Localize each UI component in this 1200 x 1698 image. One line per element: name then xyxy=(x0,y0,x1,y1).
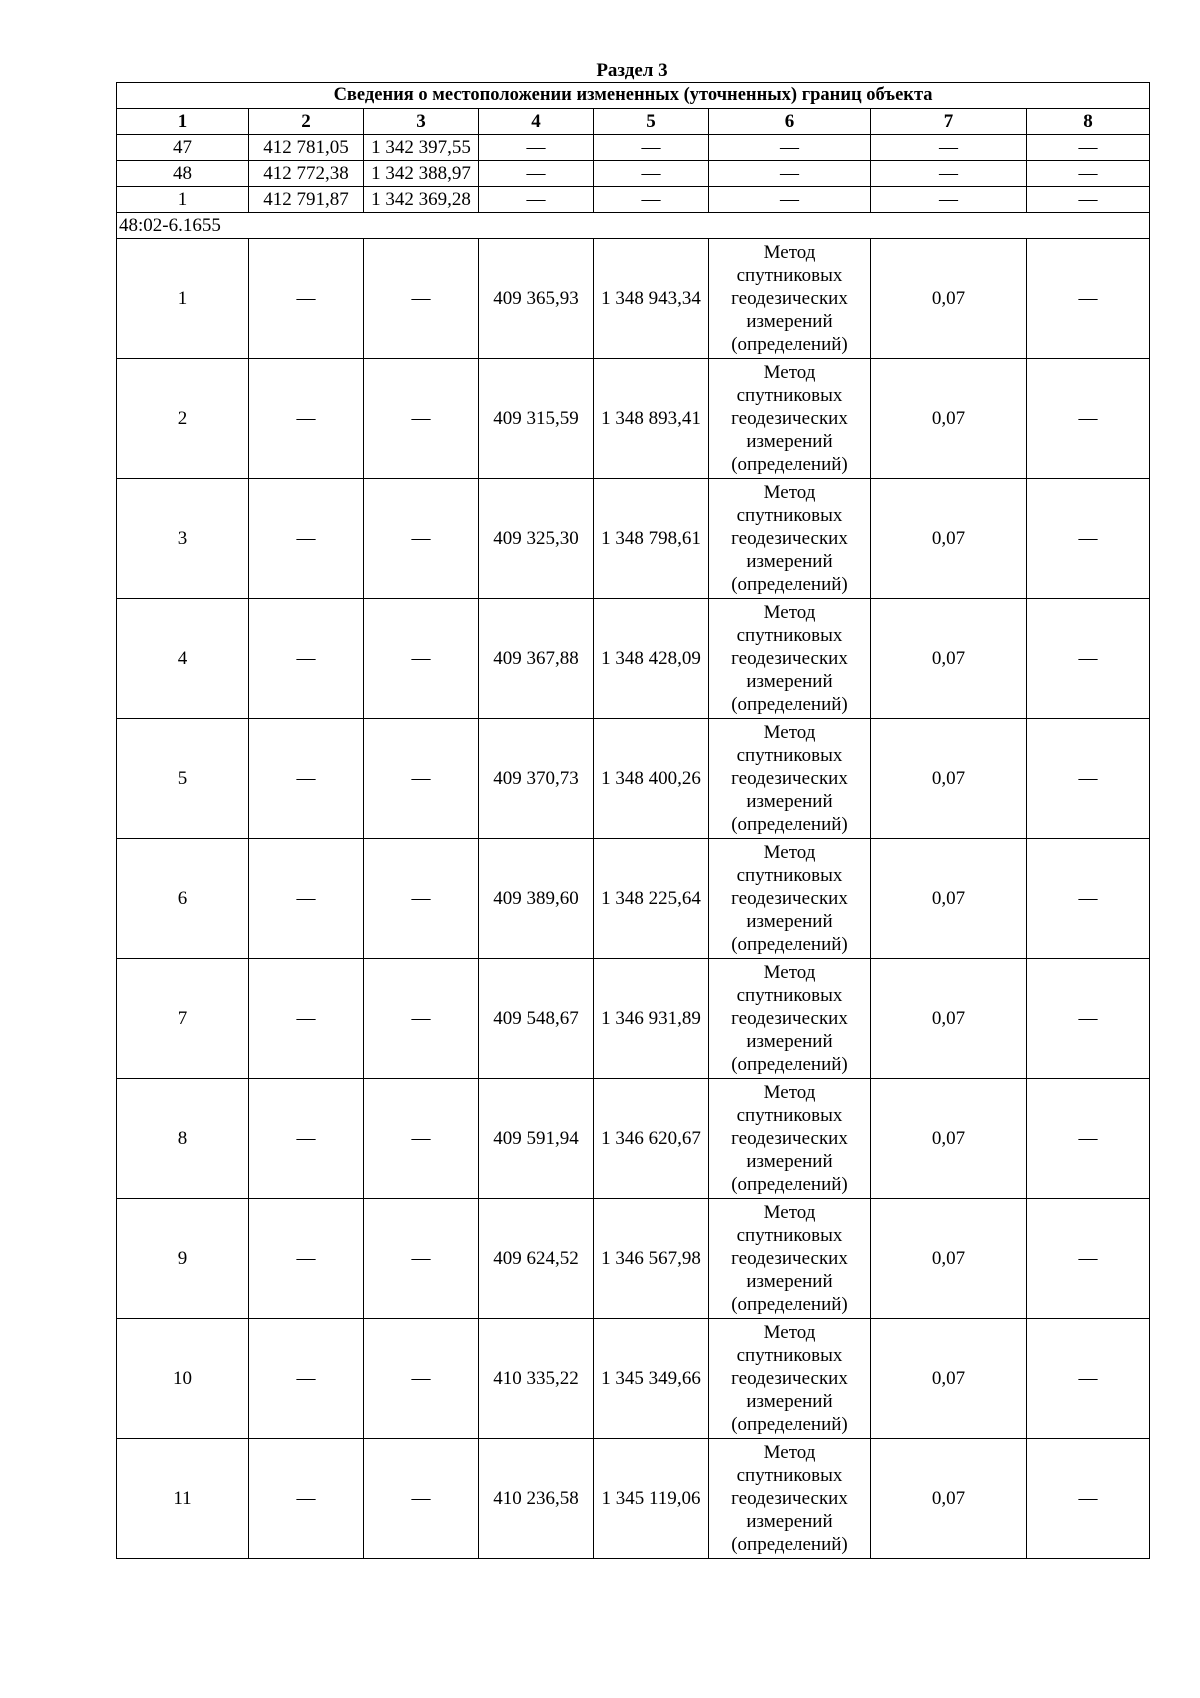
method-line: геодезических xyxy=(731,768,848,789)
method-line: геодезических xyxy=(731,888,848,909)
old-y-cell: — xyxy=(364,959,479,1079)
method-line: геодезических xyxy=(731,408,848,429)
method-line: измерений xyxy=(746,791,833,812)
point-number: 48 xyxy=(117,161,249,187)
new-y-cell: — xyxy=(594,161,709,187)
method-cell xyxy=(709,1439,871,1559)
boundary-table xyxy=(116,82,1150,1559)
accuracy-cell: 0,07 xyxy=(871,1199,1027,1319)
method-cell xyxy=(709,959,871,1079)
column-number: 5 xyxy=(594,109,709,135)
object-id-row xyxy=(117,213,1150,239)
method-cell: — xyxy=(709,161,871,187)
accuracy-cell: — xyxy=(871,135,1027,161)
old-y-cell: — xyxy=(364,1079,479,1199)
old-x-cell: — xyxy=(249,839,364,959)
old-x-cell: — xyxy=(249,1439,364,1559)
new-y-cell: 1 346 567,98 xyxy=(594,1199,709,1319)
new-x-cell: 410 236,58 xyxy=(479,1439,594,1559)
new-x-cell: — xyxy=(479,135,594,161)
column-number: 7 xyxy=(871,109,1027,135)
method-line: спутниковых xyxy=(736,1465,843,1486)
old-y-cell: — xyxy=(364,719,479,839)
new-y-cell: 1 348 400,26 xyxy=(594,719,709,839)
new-x-cell: 409 548,67 xyxy=(479,959,594,1079)
column-number: 8 xyxy=(1027,109,1150,135)
method-cell xyxy=(709,239,871,359)
method-line: спутниковых xyxy=(736,1345,843,1366)
method-line: спутниковых xyxy=(736,385,843,406)
method-cell xyxy=(709,1319,871,1439)
point-number: 1 xyxy=(117,239,249,359)
method-line: измерений xyxy=(746,551,833,572)
method-line: (определений) xyxy=(731,1414,848,1435)
column-number: 4 xyxy=(479,109,594,135)
description-cell: — xyxy=(1027,161,1150,187)
new-x-cell: — xyxy=(479,187,594,213)
method-line: измерений xyxy=(746,1391,833,1412)
old-y-cell: 1 342 388,97 xyxy=(364,161,479,187)
old-x-cell: — xyxy=(249,1079,364,1199)
method-line: измерений xyxy=(746,671,833,692)
method-cell xyxy=(709,1199,871,1319)
method-cell: — xyxy=(709,135,871,161)
method-line: геодезических xyxy=(731,1248,848,1269)
method-line: Метод xyxy=(763,1322,816,1343)
description-cell: — xyxy=(1027,1199,1150,1319)
method-line: (определений) xyxy=(731,934,848,955)
table-row xyxy=(117,135,1150,161)
table-row xyxy=(117,839,1150,959)
new-x-cell: 409 367,88 xyxy=(479,599,594,719)
old-x-cell: — xyxy=(249,719,364,839)
description-cell: — xyxy=(1027,135,1150,161)
method-line: Метод xyxy=(763,242,816,263)
accuracy-cell: 0,07 xyxy=(871,239,1027,359)
table-row xyxy=(117,187,1150,213)
new-x-cell: 409 370,73 xyxy=(479,719,594,839)
method-cell xyxy=(709,479,871,599)
column-number: 6 xyxy=(709,109,871,135)
method-line: спутниковых xyxy=(736,865,843,886)
method-line: Метод xyxy=(763,722,816,743)
point-number: 47 xyxy=(117,135,249,161)
new-x-cell: — xyxy=(479,161,594,187)
table-row xyxy=(117,1439,1150,1559)
point-number: 11 xyxy=(117,1439,249,1559)
new-y-cell: 1 348 943,34 xyxy=(594,239,709,359)
new-x-cell: 409 389,60 xyxy=(479,839,594,959)
accuracy-cell: 0,07 xyxy=(871,1319,1027,1439)
method-line: Метод xyxy=(763,1202,816,1223)
description-cell: — xyxy=(1027,1079,1150,1199)
point-number: 3 xyxy=(117,479,249,599)
method-line: измерений xyxy=(746,1271,833,1292)
accuracy-cell: 0,07 xyxy=(871,1079,1027,1199)
new-x-cell: 409 624,52 xyxy=(479,1199,594,1319)
method-line: измерений xyxy=(746,1151,833,1172)
accuracy-cell: 0,07 xyxy=(871,1439,1027,1559)
method-line: геодезических xyxy=(731,1128,848,1149)
new-x-cell: 409 315,59 xyxy=(479,359,594,479)
method-line: Метод xyxy=(763,602,816,623)
point-number: 9 xyxy=(117,1199,249,1319)
method-line: измерений xyxy=(746,1511,833,1532)
new-y-cell: 1 348 428,09 xyxy=(594,599,709,719)
old-y-cell: 1 342 369,28 xyxy=(364,187,479,213)
column-number-row xyxy=(117,109,1150,135)
method-line: (определений) xyxy=(731,1534,848,1555)
column-number: 1 xyxy=(117,109,249,135)
method-cell xyxy=(709,839,871,959)
accuracy-cell: — xyxy=(871,187,1027,213)
new-y-cell: 1 348 225,64 xyxy=(594,839,709,959)
method-line: спутниковых xyxy=(736,625,843,646)
old-x-cell: 412 791,87 xyxy=(249,187,364,213)
table-row xyxy=(117,959,1150,1079)
method-line: спутниковых xyxy=(736,265,843,286)
point-number: 5 xyxy=(117,719,249,839)
accuracy-cell: 0,07 xyxy=(871,599,1027,719)
description-cell: — xyxy=(1027,479,1150,599)
method-cell: — xyxy=(709,187,871,213)
table-row xyxy=(117,161,1150,187)
new-y-cell: 1 348 798,61 xyxy=(594,479,709,599)
new-y-cell: 1 345 119,06 xyxy=(594,1439,709,1559)
method-line: измерений xyxy=(746,431,833,452)
table-row xyxy=(117,599,1150,719)
method-line: спутниковых xyxy=(736,745,843,766)
method-line: (определений) xyxy=(731,1294,848,1315)
new-y-cell: 1 346 620,67 xyxy=(594,1079,709,1199)
description-cell: — xyxy=(1027,1439,1150,1559)
description-cell: — xyxy=(1027,839,1150,959)
section-title: Раздел 3 xyxy=(596,60,668,81)
method-line: (определений) xyxy=(731,454,848,475)
old-y-cell: 1 342 397,55 xyxy=(364,135,479,161)
new-x-cell: 409 325,30 xyxy=(479,479,594,599)
old-y-cell: — xyxy=(364,1319,479,1439)
method-line: (определений) xyxy=(731,1174,848,1195)
table-caption: Сведения о местоположении измененных (уточненных) границ объекта xyxy=(117,83,1150,109)
method-line: спутниковых xyxy=(736,985,843,1006)
old-x-cell: 412 781,05 xyxy=(249,135,364,161)
new-y-cell: 1 348 893,41 xyxy=(594,359,709,479)
method-line: спутниковых xyxy=(736,1225,843,1246)
new-x-cell: 410 335,22 xyxy=(479,1319,594,1439)
old-x-cell: 412 772,38 xyxy=(249,161,364,187)
description-cell: — xyxy=(1027,239,1150,359)
new-y-cell: — xyxy=(594,187,709,213)
table-row xyxy=(117,479,1150,599)
old-x-cell: — xyxy=(249,599,364,719)
old-y-cell: — xyxy=(364,359,479,479)
method-line: измерений xyxy=(746,311,833,332)
old-y-cell: — xyxy=(364,239,479,359)
column-number: 3 xyxy=(364,109,479,135)
old-x-cell: — xyxy=(249,359,364,479)
accuracy-cell: 0,07 xyxy=(871,479,1027,599)
new-y-cell: 1 346 931,89 xyxy=(594,959,709,1079)
method-line: Метод xyxy=(763,362,816,383)
method-line: (определений) xyxy=(731,1054,848,1075)
description-cell: — xyxy=(1027,187,1150,213)
method-line: (определений) xyxy=(731,334,848,355)
method-cell xyxy=(709,599,871,719)
old-y-cell: — xyxy=(364,839,479,959)
table-row xyxy=(117,239,1150,359)
method-line: Метод xyxy=(763,842,816,863)
description-cell: — xyxy=(1027,959,1150,1079)
method-cell xyxy=(709,719,871,839)
method-line: измерений xyxy=(746,911,833,932)
table-row xyxy=(117,719,1150,839)
column-number: 2 xyxy=(249,109,364,135)
method-line: Метод xyxy=(763,1442,816,1463)
point-number: 6 xyxy=(117,839,249,959)
method-line: спутниковых xyxy=(736,505,843,526)
method-line: (определений) xyxy=(731,574,848,595)
new-x-cell: 409 591,94 xyxy=(479,1079,594,1199)
table-row xyxy=(117,1079,1150,1199)
description-cell: — xyxy=(1027,1319,1150,1439)
old-x-cell: — xyxy=(249,1319,364,1439)
table-row xyxy=(117,1319,1150,1439)
table-row xyxy=(117,359,1150,479)
accuracy-cell: 0,07 xyxy=(871,719,1027,839)
method-line: Метод xyxy=(763,962,816,983)
point-number: 1 xyxy=(117,187,249,213)
table-row xyxy=(117,1199,1150,1319)
description-cell: — xyxy=(1027,599,1150,719)
method-line: геодезических xyxy=(731,1488,848,1509)
method-cell xyxy=(709,359,871,479)
method-line: (определений) xyxy=(731,694,848,715)
old-x-cell: — xyxy=(249,239,364,359)
method-line: геодезических xyxy=(731,1008,848,1029)
method-line: геодезических xyxy=(731,288,848,309)
method-line: геодезических xyxy=(731,528,848,549)
table-body xyxy=(117,83,1150,1559)
accuracy-cell: 0,07 xyxy=(871,839,1027,959)
new-y-cell: 1 345 349,66 xyxy=(594,1319,709,1439)
old-x-cell: — xyxy=(249,959,364,1079)
method-line: Метод xyxy=(763,482,816,503)
old-y-cell: — xyxy=(364,599,479,719)
point-number: 4 xyxy=(117,599,249,719)
method-line: (определений) xyxy=(731,814,848,835)
accuracy-cell: — xyxy=(871,161,1027,187)
point-number: 8 xyxy=(117,1079,249,1199)
new-y-cell: — xyxy=(594,135,709,161)
table-caption-row xyxy=(117,83,1150,109)
old-y-cell: — xyxy=(364,1439,479,1559)
method-line: геодезических xyxy=(731,648,848,669)
old-y-cell: — xyxy=(364,479,479,599)
method-line: геодезических xyxy=(731,1368,848,1389)
method-line: Метод xyxy=(763,1082,816,1103)
object-id: 48:02-6.1655 xyxy=(117,213,1150,239)
point-number: 7 xyxy=(117,959,249,1079)
accuracy-cell: 0,07 xyxy=(871,959,1027,1079)
accuracy-cell: 0,07 xyxy=(871,359,1027,479)
method-line: спутниковых xyxy=(736,1105,843,1126)
new-x-cell: 409 365,93 xyxy=(479,239,594,359)
point-number: 10 xyxy=(117,1319,249,1439)
method-line: измерений xyxy=(746,1031,833,1052)
old-y-cell: — xyxy=(364,1199,479,1319)
old-x-cell: — xyxy=(249,1199,364,1319)
old-x-cell: — xyxy=(249,479,364,599)
description-cell: — xyxy=(1027,719,1150,839)
point-number: 2 xyxy=(117,359,249,479)
method-cell xyxy=(709,1079,871,1199)
description-cell: — xyxy=(1027,359,1150,479)
